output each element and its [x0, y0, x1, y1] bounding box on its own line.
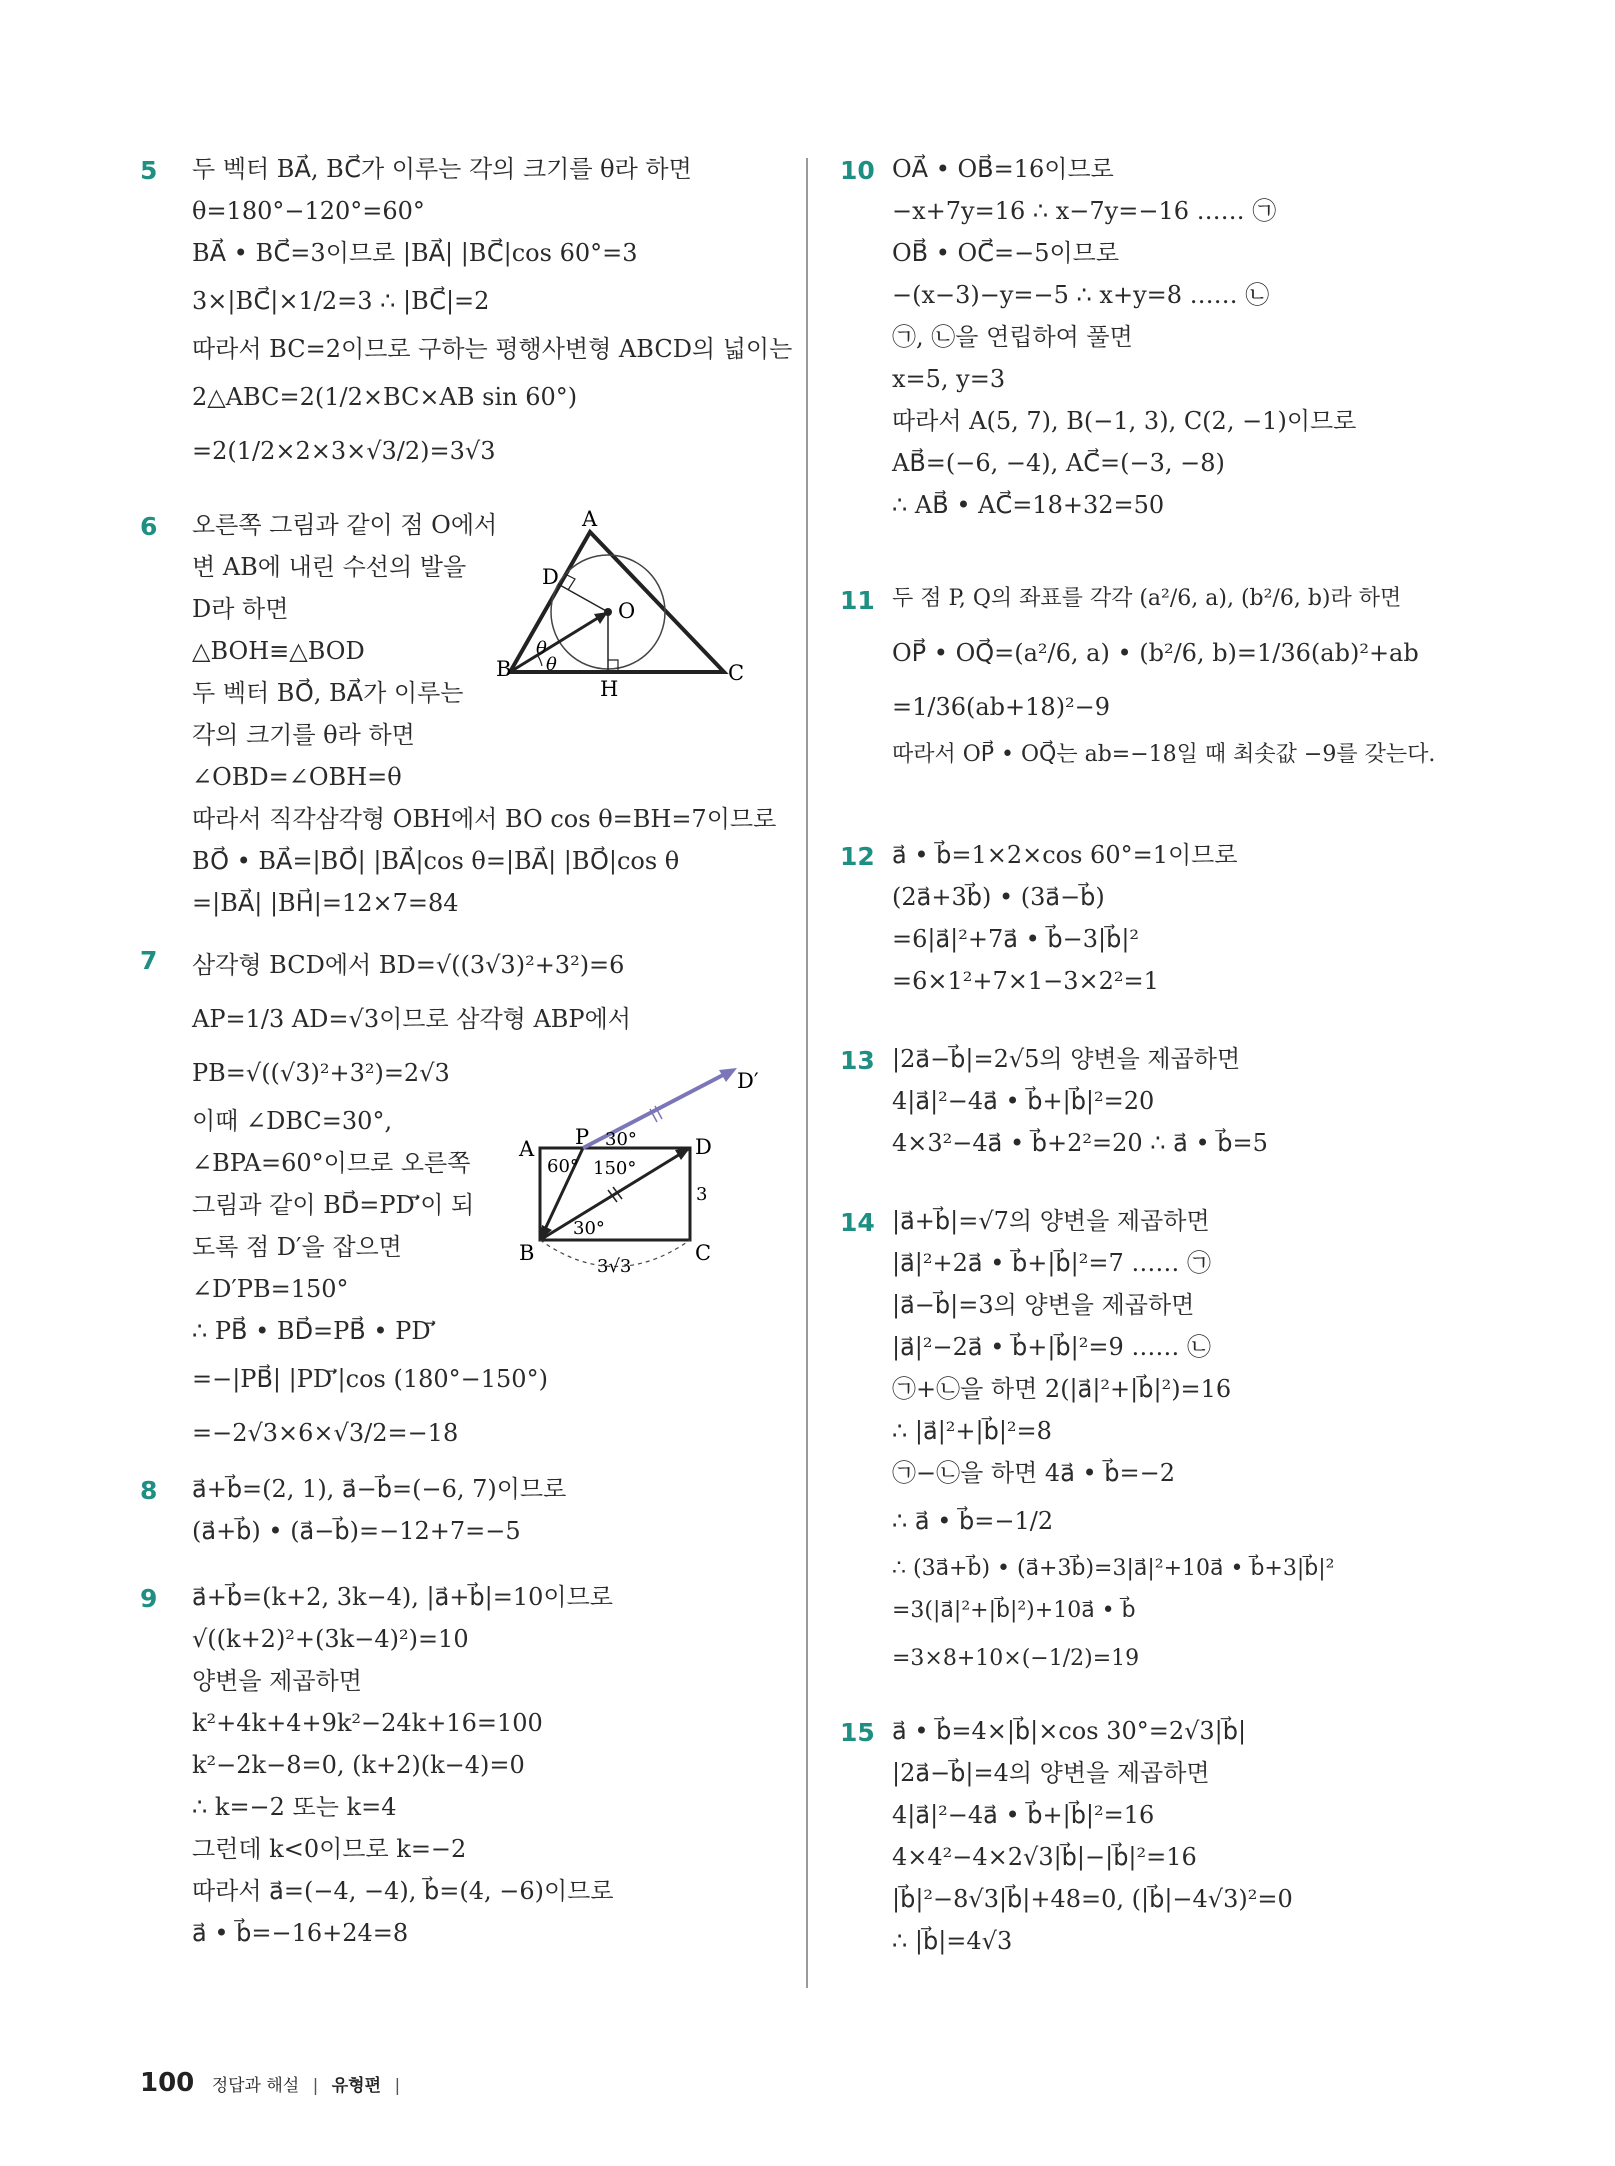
solution-line: ∴ AB⃗ • AC⃗=18+32=50 [892, 491, 1165, 519]
solution-line: BO⃗ • BA⃗=|BO⃗| |BA⃗|cos θ=|BA⃗| |BO⃗|cos θ [192, 847, 680, 875]
label-angle-150: 150° [593, 1158, 637, 1179]
label-D: D [695, 1135, 712, 1159]
solution-line: 4×3²−4a⃗ • b⃗+2²=20 ∴ a⃗ • b⃗=5 [892, 1129, 1268, 1157]
solution-line: ∠D′PB=150° [192, 1275, 349, 1303]
solution-line: 3×|BC⃗|×1/2=3 ∴ |BC⃗|=2 [192, 287, 490, 315]
solution-line: 따라서 A(5, 7), B(−1, 3), C(2, −1)이므로 [892, 407, 1357, 435]
solution-line: |a⃗+b⃗|=√7의 양변을 제곱하면 [892, 1207, 1210, 1235]
label-theta-lower: θ [546, 654, 557, 675]
problem-number: 7 [140, 946, 158, 975]
solution-line: ㉠−㉡을 하면 4a⃗ • b⃗=−2 [892, 1459, 1176, 1487]
label-P: P [575, 1125, 590, 1149]
label-angle-60: 60° [547, 1156, 579, 1177]
solution-line: |2a⃗−b⃗|=4의 양변을 제곱하면 [892, 1759, 1210, 1787]
label-B: B [496, 657, 512, 681]
solution-line: 4×4²−4×2√3|b⃗|−|b⃗|²=16 [892, 1843, 1197, 1871]
triangle-incircle-figure [496, 504, 762, 701]
solution-line: |a⃗|²−2a⃗ • b⃗+|b⃗|²=9 …… ㉡ [892, 1333, 1212, 1361]
solution-line: a⃗ • b⃗=4×|b⃗|×cos 30°=2√3|b⃗| [892, 1717, 1247, 1745]
solution-line: AP=1/3 AD=√3이므로 삼각형 ABP에서 [192, 1005, 631, 1033]
solution-line: 두 벡터 BA⃗, BC⃗가 이루는 각의 크기를 θ라 하면 [192, 155, 692, 183]
solution-line: △BOH≡△BOD [192, 637, 365, 665]
solution-line: ㉠+㉡을 하면 2(|a⃗|²+|b⃗|²)=16 [892, 1375, 1232, 1403]
solution-line: 따라서 직각삼각형 OBH에서 BO cos θ=BH=7이므로 [192, 805, 777, 833]
solution-line: ∴ (3a⃗+b⃗) • (a⃗+3b⃗)=3|a⃗|²+10a⃗ • b⃗+3|b⃗|² [892, 1556, 1335, 1581]
solution-line: 두 벡터 BO⃗, BA⃗가 이루는 [192, 679, 464, 707]
solution-line: 각의 크기를 θ라 하면 [192, 721, 415, 749]
solution-line: =3(|a⃗|²+|b⃗|²)+10a⃗ • b⃗ [892, 1598, 1136, 1623]
solution-line: D라 하면 [192, 595, 289, 623]
solution-line: PB=√((√3)²+3²)=2√3 [192, 1059, 450, 1087]
solution-line: x=5, y=3 [892, 365, 1006, 393]
solution-line: =2(1/2×2×3×√3/2)=3√3 [192, 437, 496, 465]
label-A: A [519, 1137, 535, 1161]
solution-line: =6×1²+7×1−3×2²=1 [892, 967, 1159, 995]
solution-line: 변 AB에 내린 수선의 발을 [192, 553, 467, 581]
label-A: A [582, 507, 598, 531]
problem-number: 14 [840, 1208, 875, 1237]
label-side-3: 3 [696, 1184, 708, 1205]
solution-line: √((k+2)²+(3k−4)²)=10 [192, 1625, 469, 1653]
solution-line: |2a⃗−b⃗|=2√5의 양변을 제곱하면 [892, 1045, 1241, 1073]
label-D-prime: D′ [737, 1069, 759, 1093]
solution-line: ∴ a⃗ • b⃗=−1/2 [892, 1507, 1054, 1535]
book-title: 정답과 해설 [211, 2076, 300, 2096]
solution-line: −(x−3)−y=−5 ∴ x+y=8 …… ㉡ [892, 281, 1270, 309]
rectangle-vector-figure [519, 1068, 795, 1283]
solution-line: 그런데 k<0이므로 k=−2 [192, 1835, 467, 1863]
label-C: C [728, 661, 745, 685]
label-angle-30-bottom: 30° [573, 1218, 605, 1239]
page-footer [140, 2068, 408, 2098]
solution-line: 이때 ∠DBC=30°, [192, 1107, 393, 1135]
solution-line: ∴ k=−2 또는 k=4 [192, 1793, 397, 1821]
solution-line: OA⃗ • OB⃗=16이므로 [892, 155, 1114, 183]
problem-number: 6 [140, 512, 158, 541]
solution-line: =1/36(ab+18)²−9 [892, 693, 1111, 721]
problem-13 [840, 1038, 1480, 1200]
problem-15 [840, 1710, 1480, 1962]
label-O: O [618, 599, 636, 623]
solution-line: AB⃗=(−6, −4), AC⃗=(−3, −8) [892, 449, 1225, 477]
solution-line: 따라서 OP⃗ • OQ⃗는 ab=−18일 때 최솟값 −9를 갖는다. [892, 742, 1436, 767]
solution-line: =3×8+10×(−1/2)=19 [892, 1646, 1140, 1671]
right-column [840, 148, 1480, 1962]
solution-line: 오른쪽 그림과 같이 점 O에서 [192, 511, 498, 539]
solution-line: |a⃗−b⃗|=3의 양변을 제곱하면 [892, 1291, 1195, 1319]
problem-number: 12 [840, 842, 875, 871]
solution-line: =|BA⃗| |BH⃗|=12×7=84 [192, 889, 459, 917]
solution-line: |a⃗|²+2a⃗ • b⃗+|b⃗|²=7 …… ㉠ [892, 1249, 1212, 1277]
problem-number: 9 [140, 1584, 158, 1613]
problem-9 [140, 1576, 790, 1954]
solution-line: k²−2k−8=0, (k+2)(k−4)=0 [192, 1751, 525, 1779]
solution-line: 삼각형 BCD에서 BD=√((3√3)²+3²)=6 [192, 951, 625, 979]
solution-line: 4|a⃗|²−4a⃗ • b⃗+|b⃗|²=16 [892, 1801, 1155, 1829]
solution-line: ∴ |a⃗|²+|b⃗|²=8 [892, 1417, 1052, 1445]
solution-line: OP⃗ • OQ⃗=(a²/6, a) • (b²/6, b)=1/36(ab)²+ab [892, 639, 1419, 667]
solution-line: =−2√3×6×√3/2=−18 [192, 1419, 459, 1447]
solution-line: a⃗ • b⃗=−16+24=8 [192, 1919, 409, 1947]
problem-12 [840, 834, 1480, 1038]
solution-line: a⃗+b⃗=(2, 1), a⃗−b⃗=(−6, 7)이므로 [192, 1475, 567, 1503]
page-number: 100 [140, 2068, 195, 2098]
solution-line: 그림과 같이 BD⃗=PD′⃗이 되 [192, 1191, 475, 1219]
solution-line: (2a⃗+3b⃗) • (3a⃗−b⃗) [892, 883, 1105, 911]
solution-line: OB⃗ • OC⃗=−5이므로 [892, 239, 1120, 267]
problem-5 [140, 148, 793, 504]
solution-line: 따라서 BC=2이므로 구하는 평행사변형 ABCD의 넓이는 [192, 335, 793, 363]
solution-line: 도록 점 D′을 잡으면 [192, 1233, 402, 1261]
problem-number: 8 [140, 1476, 158, 1505]
label-B: B [519, 1241, 535, 1265]
problem-14 [840, 1200, 1480, 1710]
problem-8 [140, 1468, 790, 1576]
problem-number: 11 [840, 586, 875, 615]
label-H: H [600, 677, 619, 701]
footer-divider: | [394, 2076, 401, 2096]
column-divider [806, 158, 808, 1988]
problem-number: 13 [840, 1046, 875, 1075]
solution-line: 두 점 P, Q의 좌표를 각각 (a²/6, a), (b²/6, b)라 하면 [892, 586, 1402, 611]
solution-line: ㉠, ㉡을 연립하여 풀면 [892, 323, 1133, 351]
solution-line: a⃗+b⃗=(k+2, 3k−4), |a⃗+b⃗|=10이므로 [192, 1583, 613, 1611]
problem-11 [840, 572, 1480, 834]
solution-line: ∴ PB⃗ • BD⃗=PB⃗ • PD′⃗ [192, 1317, 437, 1345]
solution-line: θ=180°−120°=60° [192, 197, 425, 225]
solution-line: −x+7y=16 ∴ x−7y=−16 …… ㉠ [892, 197, 1277, 225]
footer-divider: | [312, 2076, 319, 2096]
solution-line: =−|PB⃗| |PD′⃗|cos (180°−150°) [192, 1365, 548, 1393]
problem-number: 5 [140, 156, 158, 185]
solution-line: a⃗ • b⃗=1×2×cos 60°=1이므로 [892, 841, 1238, 869]
solution-line: 양변을 제곱하면 [192, 1667, 362, 1695]
left-column [140, 148, 793, 1954]
solution-line: (a⃗+b⃗) • (a⃗−b⃗)=−12+7=−5 [192, 1517, 521, 1545]
problem-number: 15 [840, 1718, 875, 1747]
problem-number: 10 [840, 156, 875, 185]
label-C: C [695, 1241, 712, 1265]
solution-line: BA⃗ • BC⃗=3이므로 |BA⃗| |BC⃗|cos 60°=3 [192, 239, 638, 267]
solution-line: k²+4k+4+9k²−24k+16=100 [192, 1709, 543, 1737]
label-D: D [542, 565, 559, 589]
label-angle-30-top: 30° [605, 1129, 637, 1150]
section-title: 유형편 [331, 2076, 382, 2096]
label-theta-upper: θ [536, 638, 547, 659]
solution-line: ∴ |b⃗|=4√3 [892, 1927, 1013, 1955]
solution-line: |b⃗|²−8√3|b⃗|+48=0, (|b⃗|−4√3)²=0 [892, 1885, 1293, 1913]
problem-7 [140, 938, 790, 1468]
solution-line: =6|a⃗|²+7a⃗ • b⃗−3|b⃗|² [892, 925, 1140, 953]
solution-line: 따라서 a⃗=(−4, −4), b⃗=(4, −6)이므로 [192, 1877, 614, 1905]
label-side-3root3: 3√3 [597, 1256, 632, 1277]
solution-line: 4|a⃗|²−4a⃗ • b⃗+|b⃗|²=20 [892, 1087, 1155, 1115]
solution-line: 2△ABC=2(1/2×BC×AB sin 60°) [192, 383, 578, 411]
problem-6 [140, 504, 790, 938]
solution-line: ∠OBD=∠OBH=θ [192, 763, 402, 791]
problem-10 [840, 148, 1480, 572]
solution-line: ∠BPA=60°이므로 오른쪽 [192, 1149, 471, 1177]
